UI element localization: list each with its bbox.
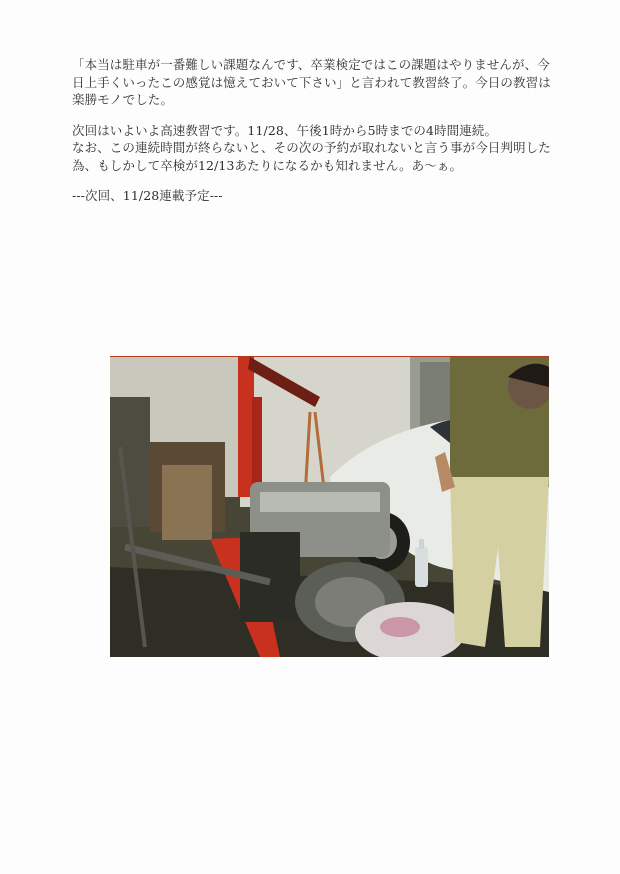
paragraph-2 [72,122,562,175]
garage-engine-photo [110,356,549,657]
text-line: なお、この連続時間が終らないと、その次の予約が取れないと言う事が今日判明した [72,140,551,155]
article-text [72,56,562,218]
paragraph-3-next-installment [72,187,562,205]
photo-illustration [110,357,549,657]
text-line: 「本当は駐車が一番難しい課題なんです、卒業検定ではこの課題はやりませんが、今 [72,57,550,72]
text-line: 為、もしかして卒検が12/13あたりになるかも知れません。あ～ぁ。 [72,157,463,173]
text-line: 楽勝モノでした。 [72,92,174,107]
text-line: ---次回、11/28連載予定--- [72,188,223,203]
text-line: 日上手くいったこの感覚は憶えておいて下さい」と言われて教習終了。今日の教習は [72,74,551,90]
text-line: 次回はいよいよ高速教習です。11/28、午後1時から5時までの4時間連続。 [72,122,498,138]
paragraph-1 [72,56,562,109]
